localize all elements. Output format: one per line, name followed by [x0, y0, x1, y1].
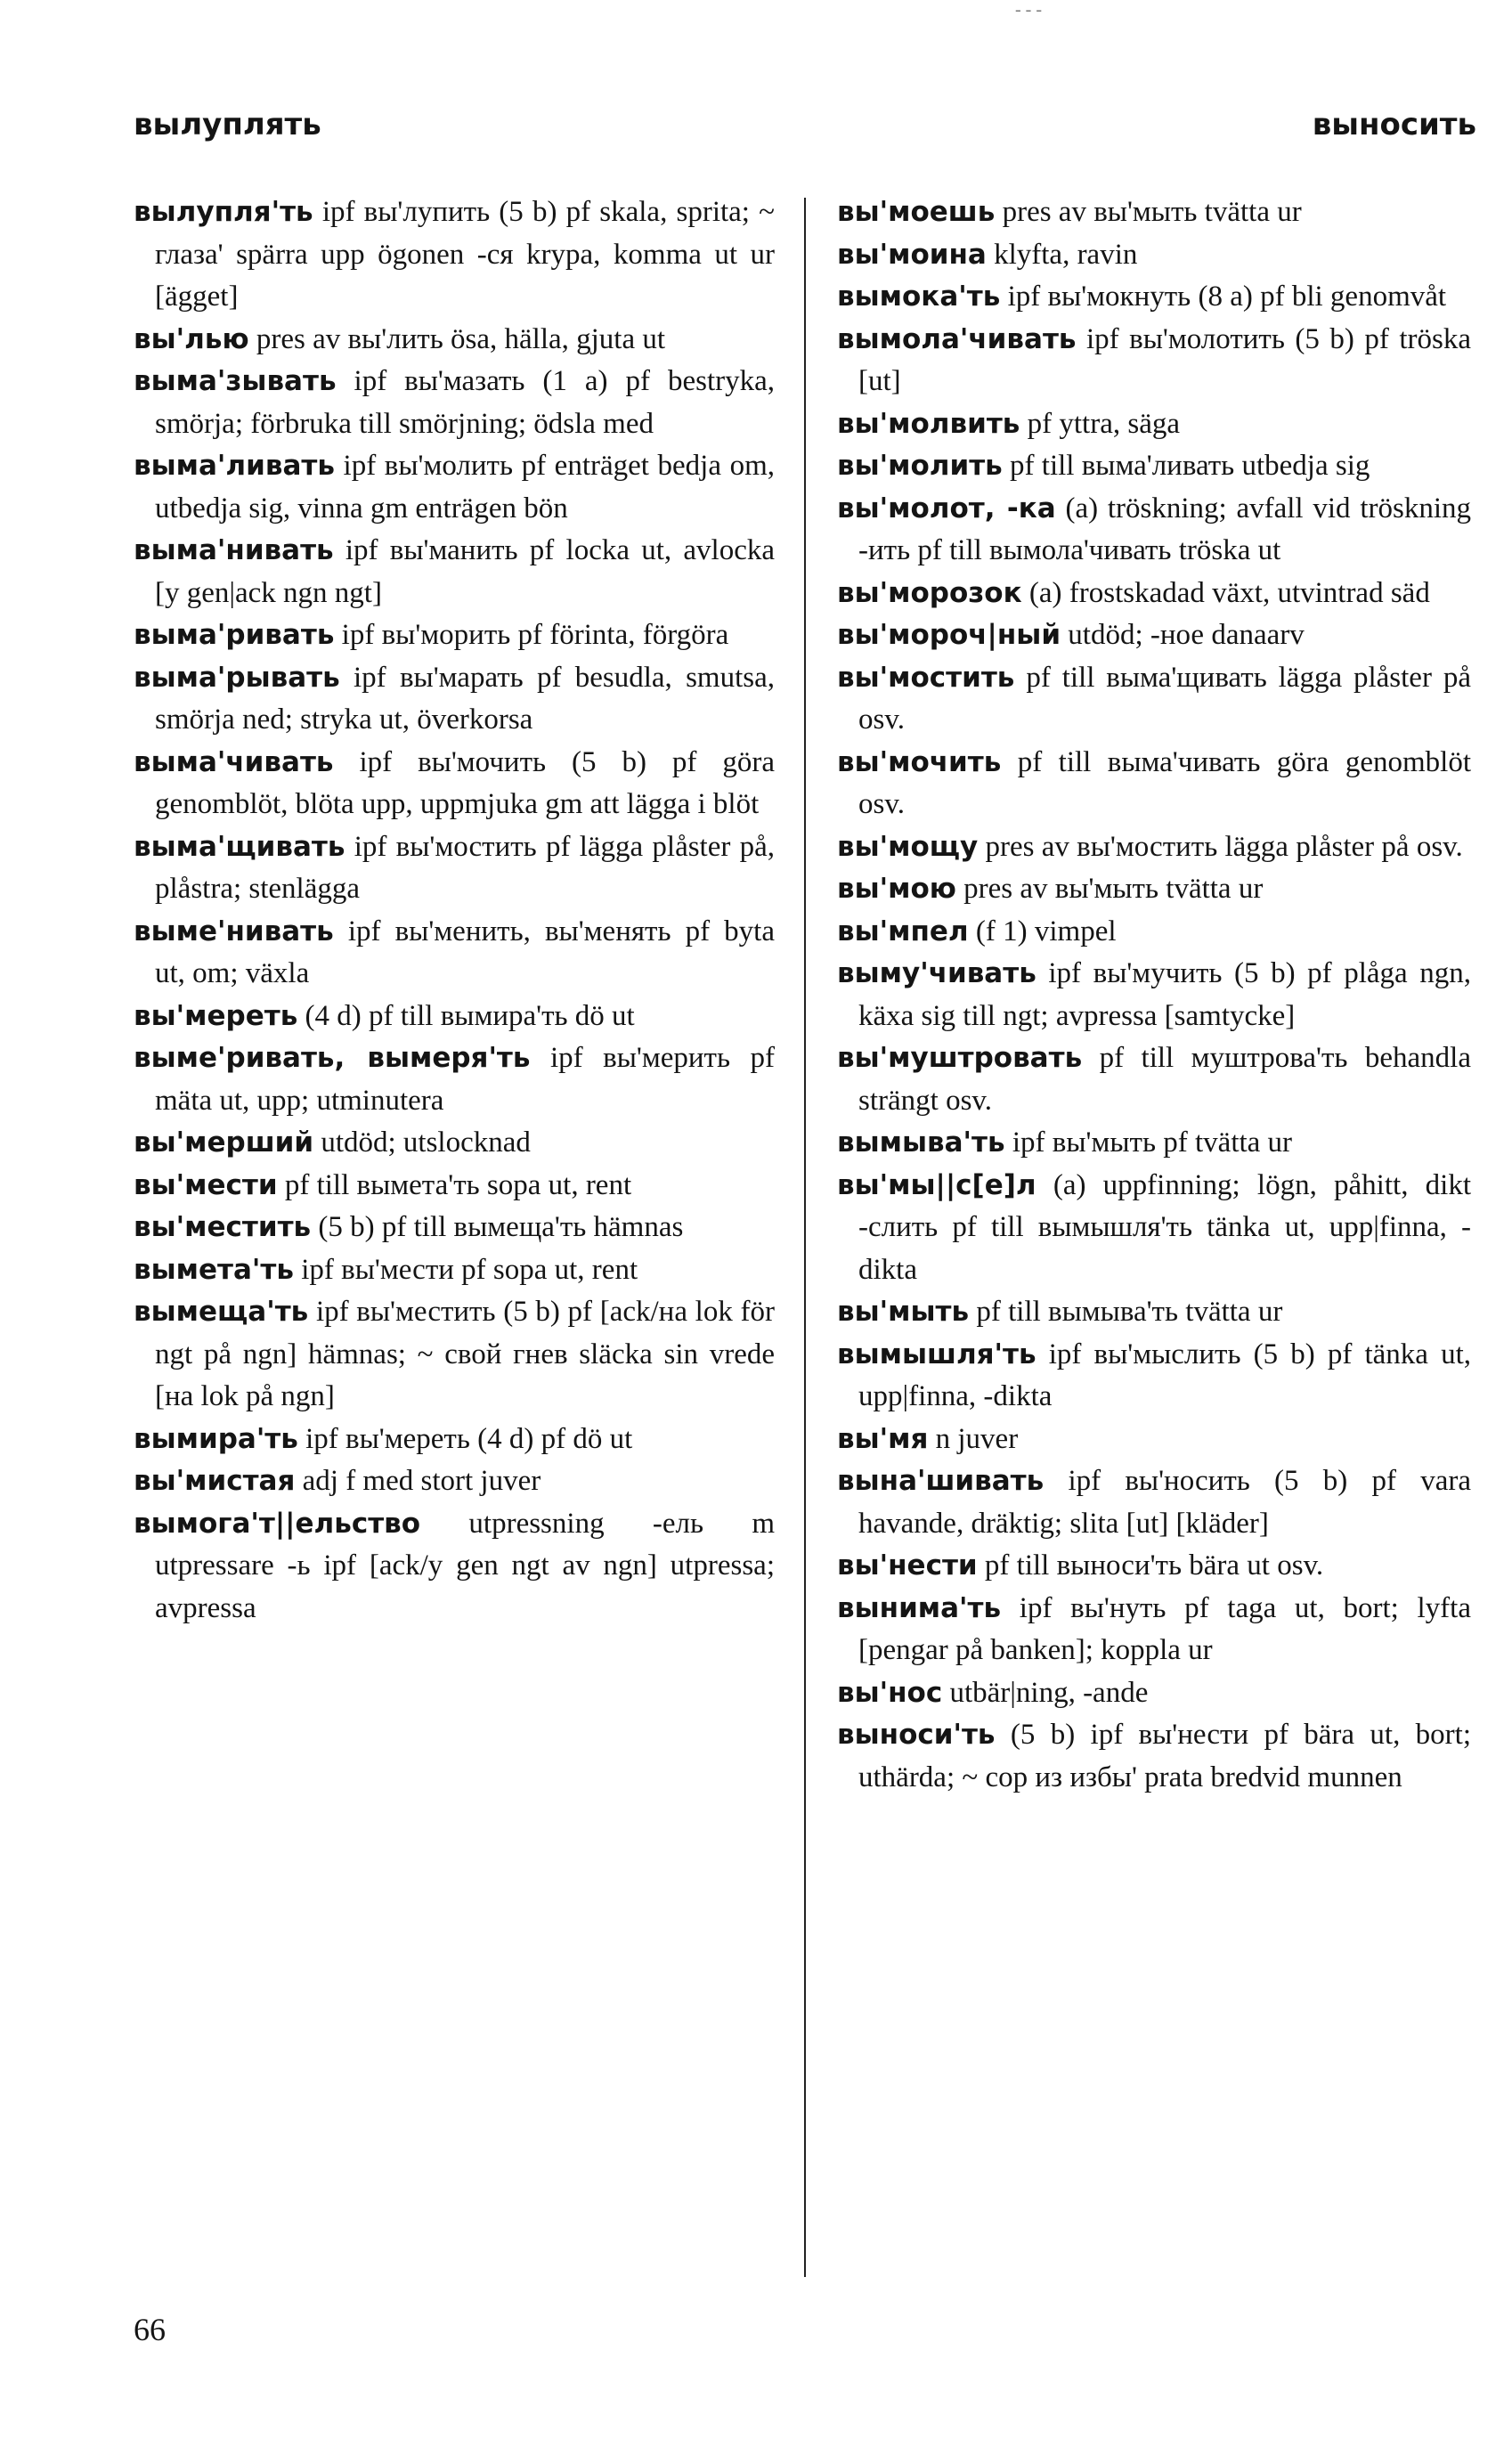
headword: выму'чивать: [837, 957, 1036, 989]
dictionary-entry: [837, 1165, 1471, 1292]
headword: вы'мереть: [134, 999, 298, 1032]
dictionary-entry: [134, 614, 775, 657]
headword: вы'мы||с[е]л: [837, 1168, 1036, 1201]
definition: (a) tröskning; avfall vid tröskning -ить pf till вымола'чивать tröska ut: [858, 492, 1471, 566]
dictionary-entry: [837, 614, 1471, 657]
dictionary-entry: [134, 1291, 775, 1419]
dictionary-entry: [837, 1460, 1471, 1545]
headword: вымира'ть: [134, 1422, 298, 1455]
headword: вы'нос: [837, 1676, 943, 1709]
headword: вы'мороч|ный: [837, 619, 1061, 651]
definition: (4 d) pf till вымира'ть dö ut: [297, 999, 635, 1032]
left-column: [134, 191, 775, 1630]
headword: вымеща'ть: [134, 1296, 309, 1328]
headword: вына'шивать: [837, 1465, 1045, 1497]
definition: pf till выма'ливать utbedja sig: [1002, 450, 1370, 482]
definition: (a) frostskadad växt, utvintrad säd: [1021, 576, 1430, 609]
headword: вы'мистая: [134, 1465, 296, 1497]
dictionary-entry: [837, 742, 1471, 826]
dictionary-entry: [134, 191, 775, 319]
dictionary-entry: [134, 445, 775, 530]
definition: ipf вы'носить (5 b) pf vara havande, dräktig; slita [ut] [kläder]: [858, 1465, 1471, 1540]
dictionary-entry: [134, 742, 775, 826]
headword: вымышля'ть: [837, 1338, 1036, 1370]
headword: выме'нивать: [134, 915, 334, 947]
definition: pres av вы'мыть tvätta ur: [955, 873, 1264, 905]
headword: вымa'ливать: [134, 450, 335, 482]
definition: adj f med stort juver: [295, 1465, 541, 1497]
headword: вымета'ть: [134, 1253, 294, 1286]
definition: ipf вы'мыть pf tvätta ur: [1004, 1126, 1293, 1159]
headword: вы'местить: [134, 1211, 312, 1243]
dictionary-entry: [837, 191, 1471, 234]
definition: ipf вы'мазать (1 a) pf bestryka, smörja; förbruka till smörjning; ödsla med: [155, 365, 775, 440]
definition: ipf вы'молотить (5 b) pf tröska [ut]: [858, 322, 1471, 397]
dictionary-entry: [837, 657, 1471, 742]
headword: вы'мести: [134, 1168, 278, 1201]
dictionary-entry: [837, 445, 1471, 488]
headword: вы'мыть: [837, 1296, 970, 1328]
headword: вынима'ть: [837, 1591, 1002, 1624]
definition: pf till вымыва'ть tvätta ur: [969, 1296, 1283, 1328]
definition: (5 b) ipf вы'нести pf bära ut, bort; uthärda; ~ сор из избы' prata bredvid munnen: [858, 1719, 1471, 1793]
headword: вымола'чивать: [837, 322, 1077, 355]
definition: ipf вы'марать pf besudla, smutsa, smörja ned; stryka ut, överkorsa: [155, 661, 775, 736]
dictionary-entry: [837, 1037, 1471, 1122]
dictionary-entry: [837, 234, 1471, 277]
definition: (5 b) pf till вымеща'ть hämnas: [311, 1211, 684, 1243]
dictionary-entry: [134, 1122, 775, 1165]
definition: pres av вы'лить ösa, hälla, gjuta ut: [248, 322, 666, 355]
headword: вы'мя: [837, 1422, 929, 1455]
definition: ipf вы'мокнуть (8 a) pf bli genomvåt: [1000, 281, 1447, 313]
definition: utdöd; utslocknad: [313, 1126, 531, 1159]
dictionary-entry: [134, 826, 775, 911]
definition: utpressning -ель m utpressare -ь ipf [ack/y gen ngt av ngn] utpressa; avpressa: [155, 1507, 775, 1624]
headword: вымыва'ть: [837, 1126, 1005, 1159]
headword: выме'ривать, вымеря'ть: [134, 1042, 531, 1074]
definition: ipf вы'морить pf förinta, förgöra: [334, 619, 729, 651]
definition: ipf вы'манить pf locka ut, avlocka [y gen|ack ngn ngt]: [155, 534, 775, 609]
dictionary-entry: [134, 1249, 775, 1292]
headword: вымa'щивать: [134, 830, 345, 863]
definition: (f 1) vimpel: [968, 915, 1117, 947]
definition: ipf вы'мереть (4 d) pf dö ut: [297, 1422, 633, 1455]
definition: ipf вы'менить, вы'менять pf byta ut, om; växla: [155, 915, 775, 989]
dictionary-entry: [837, 1334, 1471, 1419]
headword: вымa'чивать: [134, 745, 334, 778]
definition: ipf вы'местить (5 b) pf [ack/на lok för ngt på ngn] hämnas; ~ свой гнев släcka sin vrede [на lok på ngn]: [155, 1296, 775, 1412]
headword: вымa'ривать: [134, 619, 335, 651]
headword: вы'мощу: [837, 830, 979, 863]
dictionary-entry: [837, 1291, 1471, 1334]
headword: вымa'нивать: [134, 534, 334, 566]
definition: utbär|ning, -ande: [942, 1676, 1149, 1709]
definition: pf till вымета'ть sopa ut, rent: [277, 1168, 632, 1201]
dictionary-entry: [134, 1037, 775, 1122]
headword: вы'нести: [837, 1549, 978, 1582]
headword: вы'морозок: [837, 576, 1022, 609]
headword: вы'молить: [837, 450, 1003, 482]
headword: вы'мою: [837, 873, 956, 905]
definition: ipf вы'нуть pf taga ut, bort; lyfta [pengar på banken]; koppla ur: [858, 1591, 1471, 1666]
dictionary-entry: [837, 868, 1471, 911]
dictionary-entry: [837, 1588, 1471, 1672]
guide-word-right: выносить: [1312, 107, 1476, 142]
headword: вымa'рывать: [134, 661, 340, 694]
dictionary-entry: [837, 953, 1471, 1037]
running-header: [134, 107, 1476, 160]
definition: ipf вы'лупить (5 b) pf skala, sprita; ~ глаза' spärra upp ögonen -ся krypa, komma ut ur [ägget]: [155, 196, 775, 313]
headword: выноси'ть: [837, 1719, 996, 1751]
dictionary-entry: [837, 319, 1471, 403]
headword: вылупля'ть: [134, 196, 313, 228]
headword: вы'лью: [134, 322, 249, 355]
definition: ipf вы'мочить (5 b) pf göra genomblöt, blöta upp, uppmjuka gm att lägga i blöt: [155, 745, 775, 820]
dictionary-entry: [837, 911, 1471, 954]
dictionary-entry: [837, 573, 1471, 615]
dictionary-entry: [134, 530, 775, 614]
page-number: 66: [134, 2312, 166, 2347]
dictionary-entry: [134, 361, 775, 445]
headword: вы'мпел: [837, 915, 969, 947]
dictionary-entry: [134, 911, 775, 996]
definition: ipf вы'мыслить (5 b) pf tänka ut, upp|finna, -dikta: [858, 1338, 1471, 1412]
column-divider: [804, 198, 806, 2277]
dictionary-entry: [134, 1460, 775, 1503]
dictionary-entry: [134, 996, 775, 1038]
dictionary-entry: [134, 1165, 775, 1208]
top-mark: - - -: [1015, 0, 1042, 20]
definition: pf till выма'чивать göra genomblöt osv.: [858, 745, 1471, 820]
headword: вымa'зывать: [134, 365, 337, 397]
definition: pres av вы'мыть tvätta ur: [995, 196, 1302, 228]
definition: utdöd; -ное danaarv: [1061, 619, 1305, 651]
right-column: [837, 191, 1471, 1799]
dictionary-entry: [837, 403, 1471, 446]
headword: вы'молвить: [837, 407, 1020, 440]
headword: вы'моина: [837, 238, 987, 271]
definition: pf till выма'щивать lägga plåster på osv.: [858, 661, 1471, 736]
headword: вы'моешь: [837, 196, 996, 228]
dictionary-entry: [134, 319, 775, 362]
dictionary-entry: [837, 1122, 1471, 1165]
definition: ipf вы'мучить (5 b) pf plåga ngn, käxa sig till ngt; avpressa [samtycke]: [858, 957, 1471, 1032]
dictionary-entry: [837, 1672, 1471, 1715]
dictionary-entry: [837, 1545, 1471, 1588]
definition: ipf вы'мести pf sopa ut, rent: [293, 1253, 638, 1286]
dictionary-entry: [837, 488, 1471, 573]
dictionary-entry: [134, 1503, 775, 1631]
headword: вы'мерший: [134, 1126, 314, 1159]
headword: вымока'ть: [837, 281, 1001, 313]
definition: ipf вы'молить pf enträget bedja om, utbedja sig, vinna gm enträgen bön: [155, 450, 775, 525]
headword: вымога'т||ельство: [134, 1507, 421, 1540]
dictionary-entry: [837, 276, 1471, 319]
definition: pf yttra, säga: [1020, 407, 1180, 440]
headword: вы'мочить: [837, 745, 1002, 778]
definition: (a) uppfinning; lögn, påhitt, dikt -слить pf till вымышля'ть tänka ut, upp|finna, -dikta: [858, 1168, 1471, 1286]
definition: klyfta, ravin: [986, 238, 1138, 271]
guide-word-left: вылуплять: [134, 107, 321, 142]
definition: ipf вы'мерить pf mäta ut, upp; utminutera: [155, 1042, 775, 1117]
dictionary-entry: [134, 1207, 775, 1249]
definition: pres av вы'мостить lägga plåster på osv.: [978, 830, 1463, 863]
headword: вы'мостить: [837, 661, 1015, 694]
definition: n juver: [928, 1422, 1019, 1455]
dictionary-entry: [134, 1419, 775, 1461]
dictionary-entry: [134, 657, 775, 742]
dictionary-entry: [837, 1419, 1471, 1461]
definition: pf till выноси'ть bära ut osv.: [977, 1549, 1324, 1582]
headword: вы'муштровать: [837, 1042, 1083, 1074]
headword: вы'молот, -ка: [837, 492, 1056, 525]
dictionary-entry: [837, 826, 1471, 869]
definition: ipf вы'мостить pf lägga plåster på, plåstra; stenlägga: [155, 830, 775, 905]
definition: pf till муштрова'ть behandla strängt osv.: [858, 1042, 1471, 1117]
dictionary-entry: [837, 1714, 1471, 1799]
